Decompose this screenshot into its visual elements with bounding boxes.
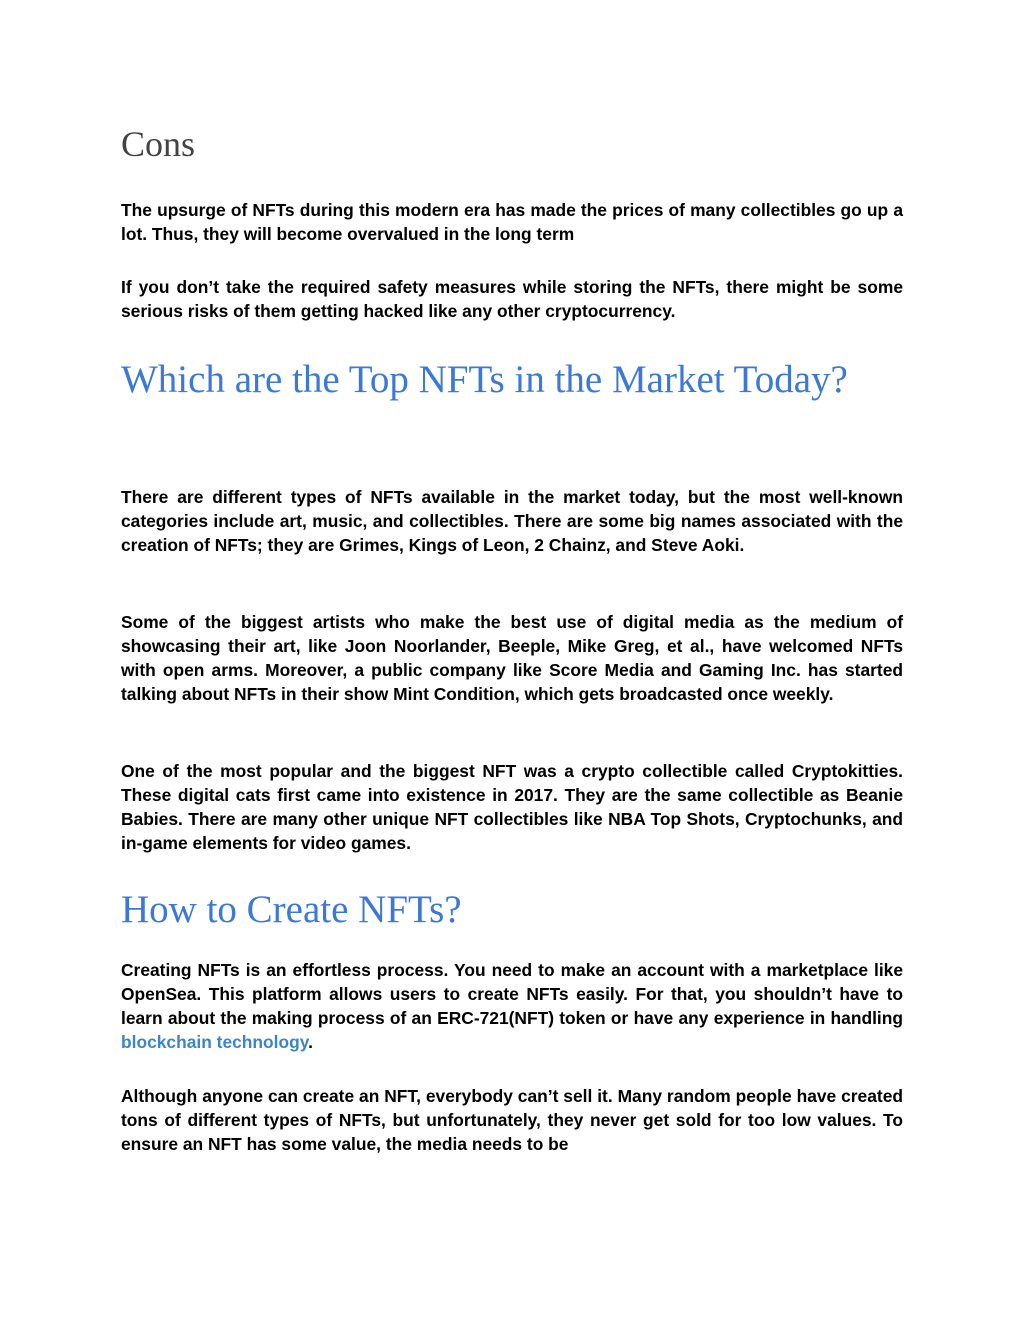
paragraph-cryptokitties: One of the most popular and the biggest NFT was a crypto collectible called Cryptokitties. These digital cats first came into existence in 2017. They are the same collectible as Beanie Babies. There are many other unique NFT collectibles like NBA Top Shots, Cryptochunks, and in-game elements for video games.: [121, 761, 903, 853]
paragraph-nft-artists: Some of the biggest artists who make the best use of digital media as the medium of showcasing their art, like Joon Noorlander, Beeple, Mike Greg, et al., have welcomed NFTs with open arms. Moreover, a public company like Score Media and Gaming Inc. has started talking about NFTs in their show Mint Condition, which gets broadcasted once weekly.: [121, 612, 903, 704]
creating-nfts-text: Creating NFTs is an effortless process. You need to make an account with a marketplace like OpenSea. This platform allows users to create NFTs easily. For that, you shouldn’t have to learn about the making process of an ERC-721(NFT) token or have any experience in handling: [121, 960, 903, 1028]
paragraph-cons-security: If you don’t take the required safety measures while storing the NFTs, there might be some serious risks of them getting hacked like any other cryptocurrency.: [121, 277, 903, 321]
paragraph-creating-nfts: [121, 958, 903, 1054]
blockchain-technology-link[interactable]: blockchain technology: [121, 1032, 309, 1052]
paragraph-cons-overvalued: The upsurge of NFTs during this modern era has made the prices of many collectibles go up a lot. Thus, they will become overvalued in the long term: [121, 200, 903, 244]
heading-top-nfts: Which are the Top NFTs in the Market Today?: [121, 358, 848, 401]
paragraph-selling-nfts: Although anyone can create an NFT, everybody can’t sell it. Many random people have created tons of different types of NFTs, but unfortunately, they never get sold for too low values. To ensure an NFT has some value, the media needs to be: [121, 1086, 903, 1154]
paragraph-nft-categories: There are different types of NFTs available in the market today, but the most well-known categories include art, music, and collectibles. There are some big names associated with the creation of NFTs; they are Grimes, Kings of Leon, 2 Chainz, and Steve Aoki.: [121, 487, 903, 555]
creating-nfts-period: .: [308, 1032, 313, 1052]
heading-create-nfts: How to Create NFTs?: [121, 888, 462, 931]
heading-cons: Cons: [121, 124, 196, 164]
